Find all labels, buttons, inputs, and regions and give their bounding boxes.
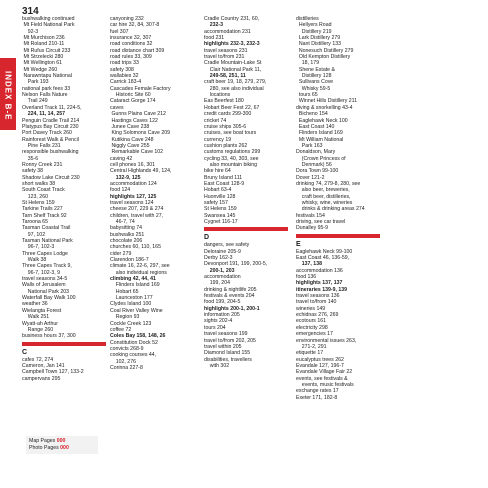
index-entry: Wielangta Forest bbox=[22, 307, 62, 314]
photo-pages-number: 000 bbox=[60, 445, 69, 451]
index-entry: also beer, breweries, bbox=[296, 187, 350, 194]
index-entry: Walk 251 bbox=[22, 314, 50, 321]
index-entry: road trips 33 bbox=[110, 60, 139, 67]
index-entry: Niggly Cave 255 bbox=[110, 142, 150, 149]
index-entry: caves bbox=[110, 104, 124, 111]
index-entry: cycling 33, 40, 303, see bbox=[204, 155, 259, 162]
index-entry: Cameron, Jan 141 bbox=[22, 362, 65, 369]
index-entry: Eaglehawk Neck 99-100 bbox=[296, 248, 353, 255]
index-entry: Mt Murchison 236 bbox=[22, 35, 65, 42]
index-entry: churches 60, 110, 165 bbox=[110, 244, 161, 251]
index-entry: etiquette 17 bbox=[296, 350, 324, 357]
index-entry: Trail 249 bbox=[22, 98, 48, 105]
index-entry: Flinders Island 169 bbox=[110, 282, 160, 289]
index-entry: Wyatt-ah Arthur bbox=[22, 320, 58, 327]
index-entry: Campbell Town 127, 133-2 bbox=[22, 369, 84, 376]
index-entry: coffee 72 bbox=[110, 326, 132, 333]
index-entry: 35-6 bbox=[22, 155, 39, 162]
index-entry: Mt Strzelecki 280 bbox=[22, 54, 64, 61]
index-entry: Donaldson, Mary bbox=[296, 149, 336, 156]
index-entry: 102, 276 bbox=[110, 358, 136, 365]
index-entry: Mt Field National Park bbox=[22, 22, 75, 29]
index-entry: Mt Wellington 61 bbox=[22, 60, 62, 67]
index-entry: climbing 42, 44, 41 bbox=[110, 276, 156, 283]
index-entry: travel within 205 bbox=[204, 343, 242, 350]
index-entry: Mt William National bbox=[296, 136, 344, 143]
index-entry: Region 93 bbox=[110, 314, 140, 321]
map-pages-legend bbox=[29, 438, 95, 445]
index-entry: festivals & events 204 bbox=[204, 293, 255, 300]
index-entry: National Park 203 bbox=[22, 288, 70, 295]
index-entry: Kutikina Cave 248 bbox=[110, 136, 154, 143]
index-entry: 96-7, 102-3, 9 bbox=[22, 269, 61, 276]
index-entry: Three Capes Track 9, bbox=[22, 263, 72, 270]
index-entry: wineries 149 bbox=[296, 305, 326, 312]
index-entry: travel seasons 34-5 bbox=[22, 276, 68, 283]
index-entry: highlights 200-1, 200-1 bbox=[204, 305, 260, 312]
index-entry: weather 36 bbox=[22, 301, 48, 308]
index-entry: East Coast 128-9 bbox=[204, 180, 245, 187]
index-entry: highlights 127, 125 bbox=[110, 193, 157, 200]
photo-pages-label: Photo Pages bbox=[29, 445, 59, 451]
index-entry: Shadow Lake Circuit 230 bbox=[22, 174, 80, 181]
index-entry: echidnas 276, 269 bbox=[296, 312, 339, 319]
index-entry: road rules 33, 309 bbox=[110, 54, 152, 61]
index-entry: safety 38 bbox=[22, 168, 44, 175]
index-entry: 199, 204 bbox=[204, 280, 230, 287]
index-entry: Swansea 145 bbox=[204, 212, 236, 219]
index-entry: Whisky 59-5 bbox=[296, 85, 331, 92]
index-entry: Mt Rufus Circuit 233 bbox=[22, 47, 71, 54]
index-entry: Cygnet 116-17 bbox=[204, 219, 238, 225]
index-entry: accommodation 136 bbox=[296, 267, 343, 274]
index-entry: customs regulations 299 bbox=[204, 149, 261, 156]
index-entry: credit cards 299-300 bbox=[204, 111, 252, 118]
index-entry: Waterfall Bay Walk 100 bbox=[22, 295, 76, 302]
index-entry: Clarendon 186-7 bbox=[110, 257, 149, 264]
index-entry: craft beer, distilleries, bbox=[296, 193, 351, 200]
photo-pages-legend bbox=[29, 445, 95, 452]
index-entry: Diamond Island 155 bbox=[204, 350, 251, 357]
index-entry: travel to/from 140 bbox=[296, 299, 337, 306]
index-entry: Evandale Village Fair 22 bbox=[296, 369, 353, 376]
index-entry: food 231 bbox=[204, 35, 225, 42]
index-entry: Central Highlands 49, 124, bbox=[110, 168, 172, 175]
index-column-1 bbox=[22, 16, 106, 382]
index-entry: travel seasons 124 bbox=[110, 199, 154, 206]
index-entry: wallabies 32 bbox=[110, 73, 139, 80]
index-entry: (Crown Princess of bbox=[296, 155, 346, 162]
index-entry: Exeter 171, 182-8 bbox=[296, 394, 338, 401]
index-entry: festivals 154 bbox=[296, 212, 325, 219]
index-entry: itineraries 139-9, 139 bbox=[296, 286, 348, 293]
index-entry: Carrick 183-4 bbox=[110, 79, 142, 86]
index-entry: Cascades Female Factory bbox=[110, 85, 171, 92]
index-entry: road conditions 32 bbox=[110, 41, 153, 48]
index-entry: Clair National Park 11, bbox=[204, 66, 262, 73]
index-entry: short walks 38 bbox=[22, 180, 56, 187]
index-entry: craft beer 19, 18, 279, 279, bbox=[204, 79, 267, 86]
index-entry: Cockle Creek 123 bbox=[110, 320, 152, 327]
index-entry: Dover 121-2 bbox=[296, 174, 325, 181]
index-entry: cricket 74 bbox=[204, 117, 227, 124]
index-entry: Nonesuch Distillery 279 bbox=[296, 47, 354, 54]
index-entry: 18, 179 bbox=[296, 60, 320, 67]
index-entry: Ronny Creek 231 bbox=[22, 161, 63, 168]
index-letter-heading: E bbox=[296, 240, 301, 248]
index-entry: fuel 307 bbox=[110, 28, 129, 35]
index-entry: St Helens 159 bbox=[204, 206, 237, 213]
map-pages-label: Map Pages bbox=[29, 438, 56, 444]
map-pages-number: 000 bbox=[56, 438, 66, 444]
index-entry: distilleries bbox=[296, 16, 319, 22]
index-entry: highlights 137, 137 bbox=[296, 280, 343, 287]
index-column-2 bbox=[110, 16, 194, 371]
index-entry: Historic Site 60 bbox=[110, 92, 151, 99]
index-entry: insurance 32, 307 bbox=[110, 35, 152, 42]
index-entry: exchange rates 17 bbox=[296, 388, 339, 395]
index-entry: car hire 32, 84, 307-8 bbox=[110, 22, 160, 29]
index-entry: tours 65 bbox=[296, 92, 318, 99]
index-entry: safety 308 bbox=[110, 66, 134, 73]
index-entry: 280, see also individual bbox=[204, 85, 264, 92]
index-entry: Hellyers Road bbox=[296, 22, 332, 29]
index-entry: Walls of Jerusalem bbox=[22, 282, 66, 289]
index-entry: Cradle Mountain-Lake St bbox=[204, 60, 262, 67]
index-entry: highlights 232-3, 232-3 bbox=[204, 41, 260, 48]
index-entry: food 124 bbox=[110, 187, 131, 194]
index-entry: events, see festivals & bbox=[296, 375, 348, 382]
index-entry: Hobart 63-4 bbox=[204, 187, 232, 194]
index-entry: 123, 260 bbox=[22, 193, 48, 200]
index-entry: travel seasons 136 bbox=[296, 293, 340, 300]
index-entry: Flinders Island 169 bbox=[296, 130, 343, 137]
index-entry: Sullivans Cove bbox=[296, 79, 334, 86]
index-entry: bushwalks 251 bbox=[110, 231, 145, 238]
section-divider bbox=[22, 342, 106, 346]
index-entry: accommodation 231 bbox=[204, 28, 251, 35]
index-entry: with 302 bbox=[204, 362, 230, 369]
index-entry: Tarkine Trails 227 bbox=[22, 206, 63, 213]
index-entry: tours 204 bbox=[204, 324, 226, 331]
index-entry: Distillery 219 bbox=[296, 28, 332, 35]
index-entry: 96-7, 102-3 bbox=[22, 244, 55, 251]
index-entry: 137, 138 bbox=[296, 261, 322, 268]
index-entry: Deloraine 205-9 bbox=[204, 248, 241, 255]
index-entry: South Coast Track bbox=[22, 187, 65, 194]
index-entry: East Coast 140 bbox=[296, 123, 335, 130]
index-entry: Huonville 128 bbox=[204, 193, 236, 200]
index-entry: travel seasons 199 bbox=[204, 331, 248, 338]
index-entry: Park 193 bbox=[22, 79, 49, 86]
section-divider bbox=[204, 227, 288, 231]
index-entry: responsible bushwalking bbox=[22, 149, 79, 156]
index-side-tab-label: INDEX B-E bbox=[3, 71, 13, 121]
index-entry: Tarn Shelf Track 92 bbox=[22, 212, 67, 219]
index-entry: 249-58, 251, 11 bbox=[204, 73, 246, 80]
page-number: 314 bbox=[22, 6, 39, 17]
index-entry: Walk 38 bbox=[22, 257, 47, 264]
section-divider bbox=[296, 234, 380, 238]
index-entry: Three Capes Lodge bbox=[22, 250, 68, 257]
index-entry: Shene Estate & bbox=[296, 66, 335, 73]
index-entry: canyoning 232 bbox=[110, 16, 144, 22]
index-entry: Junee Cave 238 bbox=[110, 123, 150, 130]
index-entry: whisky, wine, wineries bbox=[296, 199, 353, 206]
index-entry: cell phones 16, 301 bbox=[110, 161, 155, 168]
index-entry: Winnet Hills Distillery 211 bbox=[296, 98, 358, 105]
index-entry: Park 163 bbox=[296, 142, 323, 149]
index-entry: Eaglehawk Neck 100 bbox=[296, 117, 348, 124]
index-entry: Tasman Coastal Trail bbox=[22, 225, 71, 232]
index-entry: East Coast 46, 136-59, bbox=[296, 255, 350, 262]
index-entry: convicts 268-9 bbox=[110, 345, 144, 352]
index-column-4 bbox=[296, 16, 380, 401]
index-entry: also mountain biking bbox=[204, 161, 258, 168]
index-letter-heading: C bbox=[22, 348, 28, 356]
index-entry: King Solomons Cave 209 bbox=[110, 130, 170, 137]
index-entry: Platypus Bay Circuit 230 bbox=[22, 123, 79, 130]
index-entry: Taroona 65 bbox=[22, 219, 48, 225]
index-entry: Coal River Valley Wine bbox=[110, 307, 163, 314]
index-entry: Denmark) 56 bbox=[296, 161, 332, 168]
index-entry: St Helens 159 bbox=[22, 199, 55, 206]
index-entry: Overland Track 11, 224-5, bbox=[22, 104, 82, 111]
index-entry: emergencies 17 bbox=[296, 331, 333, 338]
index-entry: events, music festivals bbox=[296, 381, 354, 388]
index-entry: 232-3 bbox=[204, 22, 224, 29]
index-entry: 97, 102 bbox=[22, 231, 46, 238]
index-entry: climate 16, 22-6, 297, see bbox=[110, 263, 170, 270]
index-entry: Rainforest Walk & Pencil bbox=[22, 136, 79, 143]
index-entry: cruises, see boat tours bbox=[204, 130, 257, 137]
index-entry: road distance chart 309 bbox=[110, 47, 165, 54]
index-entry: cheese 207, 229 & 274 bbox=[110, 206, 164, 213]
index-entry: food 136 bbox=[296, 274, 317, 281]
index-entry: Nant Distillery 133 bbox=[296, 41, 341, 48]
index-entry: Hastings Caves 122 bbox=[110, 117, 158, 124]
index-entry: 224, 11, 14, 257 bbox=[22, 111, 65, 118]
index-column-3 bbox=[204, 16, 288, 369]
index-entry: Cradle Country 231, 60, bbox=[204, 16, 260, 22]
index-entry: Corinna 227-8 bbox=[110, 364, 143, 371]
index-entry: drinking 74, 279-8, 280, see bbox=[296, 180, 361, 187]
index-entry: drinks & drinking areas 274 bbox=[296, 206, 365, 213]
index-entry: Tasman National Park bbox=[22, 238, 73, 245]
index-entry: 271-2, 291 bbox=[296, 343, 327, 350]
index-entry: Launceston 177 bbox=[110, 295, 153, 302]
index-entry: cooking courses 44, bbox=[110, 352, 157, 359]
index-entry: caving 42 bbox=[110, 155, 133, 162]
index-entry: Mt Wedge 260 bbox=[22, 66, 58, 73]
index-entry: Coles Bay 158, 148, 26 bbox=[110, 333, 166, 340]
index-entry: travel seasons 231 bbox=[204, 47, 248, 54]
index-entry: Dora Town 99-100 bbox=[296, 168, 339, 175]
index-entry: also individual regions bbox=[110, 269, 167, 276]
index-entry: diving & snorkelling 43-4 bbox=[296, 104, 353, 111]
index-entry: Mt Roland 210-11 bbox=[22, 41, 65, 48]
index-entry: Derby 162-3 bbox=[204, 255, 233, 262]
index-entry: Constitution Dock 52 bbox=[110, 339, 158, 346]
index-entry: Nelson Falls Nature bbox=[22, 92, 68, 99]
index-entry: cafes 72, 274 bbox=[22, 356, 54, 363]
index-entry: sights 202-4 bbox=[204, 318, 233, 325]
page-legend bbox=[26, 436, 98, 454]
index-entry: Remarkable Cave 102 bbox=[110, 149, 164, 156]
index-entry: bike hire 64 bbox=[204, 168, 231, 175]
index-entry: 132-9, 125 bbox=[110, 174, 141, 181]
index-entry: dangers, see safety bbox=[204, 242, 250, 249]
index-entry: travel to/from 231 bbox=[204, 54, 245, 61]
index-entry: Range 260 bbox=[22, 326, 54, 333]
index-entry: cider 279 bbox=[110, 250, 132, 257]
index-entry: Cataract Gorge 174 bbox=[110, 98, 156, 105]
index-entry: Clydes Island 100 bbox=[110, 301, 152, 308]
index-entry: Dunalley 95-9 bbox=[296, 225, 329, 232]
index-entry: Old Kempton Distillery bbox=[296, 54, 351, 61]
index-entry: drinking & nightlife 205 bbox=[204, 286, 257, 293]
index-entry: business hours 37, 300 bbox=[22, 333, 76, 340]
index-entry: bushwalking continued bbox=[22, 16, 75, 22]
index-entry: Evandale 127, 196-7 bbox=[296, 362, 344, 369]
index-entry: Eas Beerfest 180 bbox=[204, 98, 244, 105]
index-entry: 200-1, 203 bbox=[204, 267, 235, 274]
index-entry: Port Davey Track 260 bbox=[22, 130, 72, 137]
index-entry: campervans 295 bbox=[22, 375, 61, 382]
index-entry: eucalyptus trees 262 bbox=[296, 356, 344, 363]
index-entry: Bruny Island 111 bbox=[204, 174, 243, 181]
index-entry: Hobart 65 bbox=[110, 288, 139, 295]
index-entry: Pine Falls 231 bbox=[22, 142, 61, 149]
index-entry: Distillery 128 bbox=[296, 73, 332, 80]
index-entry: accommodation bbox=[204, 274, 241, 281]
index-entry: food 199, 204-5 bbox=[204, 299, 241, 306]
index-entry: chocolate 206 bbox=[110, 238, 143, 245]
index-entry: Lark Distillery 279 bbox=[296, 35, 341, 42]
index-entry: locations bbox=[204, 92, 231, 99]
index-entry: children, travel with 27, bbox=[110, 212, 164, 219]
index-entry: accommodation 124 bbox=[110, 180, 157, 187]
index-entry: currency 19 bbox=[204, 136, 232, 143]
index-entry: environmental issues 263, bbox=[296, 337, 357, 344]
index-entry: 46-7, 74 bbox=[110, 219, 135, 225]
index-entry: driving, see car travel bbox=[296, 219, 346, 225]
index-entry: Hobart Beer Fest 22, 67 bbox=[204, 104, 260, 111]
index-entry: cushion plants 262 bbox=[204, 142, 248, 149]
index-entry: travel to/from 202, 205 bbox=[204, 337, 256, 344]
index-letter-heading: D bbox=[204, 234, 210, 242]
index-entry: Bicheno 154 bbox=[296, 111, 328, 118]
index-entry: ecotours 161 bbox=[296, 318, 326, 325]
index-entry: disabilities, travellers bbox=[204, 356, 252, 363]
index-entry: electricity 298 bbox=[296, 324, 328, 331]
index-entry: babysitting 74 bbox=[110, 225, 143, 232]
index-entry: Devonport 191, 199, 200-5, bbox=[204, 261, 268, 268]
index-entry: Gunns Plains Cave 212 bbox=[110, 111, 166, 118]
index-entry: 92-3 bbox=[22, 28, 39, 35]
index-entry: Penguin Cradle Trail 214 bbox=[22, 117, 80, 124]
index-entry: safety 157 bbox=[204, 199, 228, 206]
index-entry: cruise ships 305-6 bbox=[204, 123, 247, 130]
index-entry: information 205 bbox=[204, 312, 240, 319]
index-entry: Narawntapu National bbox=[22, 73, 72, 80]
index-entry: national park fees 33 bbox=[22, 85, 71, 92]
